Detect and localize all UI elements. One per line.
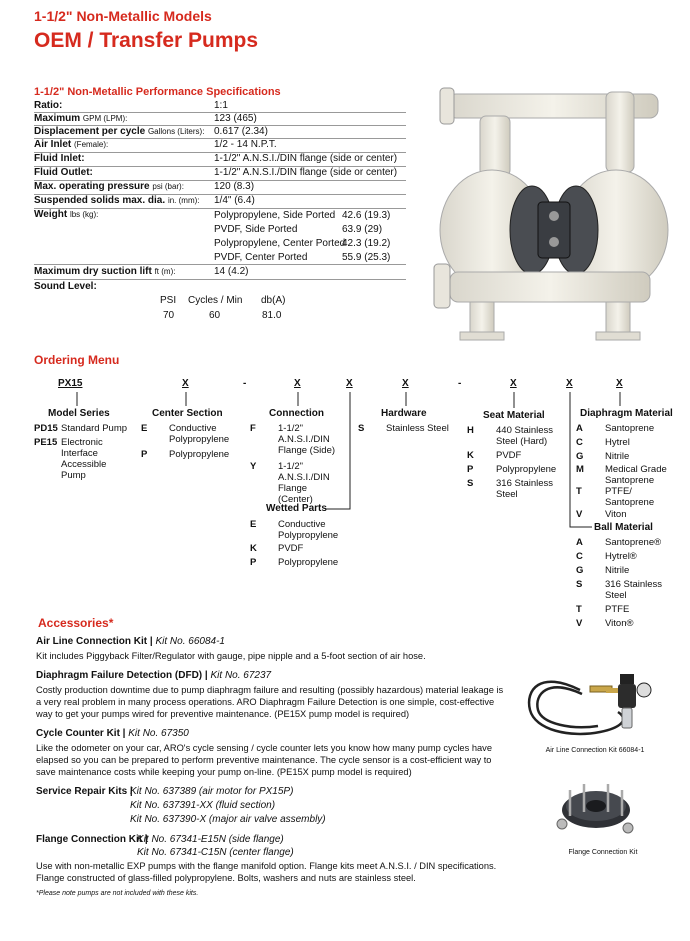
- flange-kit-heading: Flange Connection Kit |: [36, 834, 148, 845]
- diaphragm-text-t: PTFE/ Santoprene: [605, 486, 655, 508]
- model-text-pd15: Standard Pump: [61, 423, 128, 434]
- diaphragm-material-header: Diaphragm Material: [580, 408, 673, 419]
- diaphragm-text-c: Hytrel: [605, 437, 630, 448]
- center-text-e: Conductive Polypropylene: [169, 423, 230, 445]
- ball-code-g: G: [576, 565, 584, 576]
- sound-value-psi: 70: [163, 310, 175, 321]
- ball-text-t: PTFE: [605, 604, 630, 615]
- wetted-text-k: PVDF: [278, 543, 304, 554]
- code-ball: X: [566, 378, 573, 389]
- connection-code-f: F: [250, 423, 256, 434]
- connection-text-y: 1-1/2" A.N.S.I./DIN Flange (Center): [278, 461, 330, 505]
- spec-row-weight: Weight lbs (kg): Polypropylene, Side Ported 42.6 (19.3) PVDF, Side Ported 63.9 (29) Polypropylene, Center Ported 42.3 (19.2) PVDF, Center Ported 55.9 (25.3): [34, 209, 406, 265]
- wetted-code-p: P: [250, 557, 257, 568]
- service-kits-heading: Service Repair Kits |: [36, 786, 133, 797]
- seat-text-s: 316 Stainless Steel: [496, 478, 554, 500]
- cycle-kit-heading: Cycle Counter Kit | Kit No. 67350: [36, 728, 189, 739]
- ball-text-a: Santoprene®: [605, 537, 662, 548]
- spec-row-displacement: Displacement per cycle Gallons (Liters): 0.617 (2.34): [34, 126, 406, 139]
- ball-code-a: A: [576, 537, 583, 548]
- seat-text-h: 440 Stainless Steel (Hard): [496, 425, 554, 447]
- model-text-pe15: Electronic Interface Accessible Pump: [61, 437, 107, 481]
- ball-material-header: Ball Material: [594, 522, 653, 533]
- diaphragm-code-t: T: [576, 486, 582, 497]
- diaphragm-code-a: A: [576, 423, 583, 434]
- dfd-kit-heading: Diaphragm Failure Detection (DFD) | Kit No. 67237: [36, 670, 272, 681]
- air-line-kit-caption: Air Line Connection Kit 66084-1: [545, 747, 645, 754]
- cycle-kit-desc: Like the odometer on your car, ARO's cycle sensing / cycle counter lets you know how many pump cycles have elapsed so you can be prepared to perform preventive maintenance. The cycle sensor is a cost-efficient way to save maintenance costs while keeping your pump on-line. (PE15X pump model is required): [36, 743, 492, 777]
- code-seat: X: [510, 378, 517, 389]
- service-kit-2: Kit No. 637391-XX (fluid section): [130, 800, 276, 811]
- flange-kit-2: Kit No. 67341-C15N (center flange): [137, 847, 294, 858]
- seat-material-header: Seat Material: [483, 410, 545, 421]
- wetted-parts-header: Wetted Parts: [266, 503, 327, 514]
- ball-text-v: Viton®: [605, 618, 634, 629]
- diaphragm-text-v: Viton: [605, 509, 627, 520]
- diaphragm-code-g: G: [576, 451, 584, 462]
- sound-header-psi: PSI: [160, 295, 177, 306]
- center-section-header: Center Section: [152, 408, 223, 419]
- flange-kit-caption: Flange Connection Kit: [568, 849, 638, 856]
- page-subtitle: 1-1/2" Non-Metallic Models: [34, 8, 212, 24]
- center-text-p: Polypropylene: [169, 449, 230, 460]
- service-kit-3: Kit No. 637390-X (major air valve assembly): [130, 814, 326, 825]
- seat-code-p: P: [467, 464, 474, 475]
- hardware-code-s: S: [358, 423, 365, 434]
- diaphragm-text-a: Santoprene: [605, 423, 655, 434]
- sound-header-cycles: Cycles / Min: [188, 295, 243, 306]
- flange-kit-1: Kit No. 67341-E15N (side flange): [137, 834, 284, 845]
- specs-title: 1-1/2" Non-Metallic Performance Specifications: [34, 86, 281, 98]
- ordering-title: Ordering Menu: [34, 353, 120, 367]
- dfd-kit-desc: Costly production downtime due to pump diaphragm failure and resulting (possibly hazardous) material leakage is a very real problem in many process operations. ARO Diaphragm Failure Detection is one simple, cost-effective way to get your pumps wired for preventive maintenance. (PE15X pump model is required): [36, 685, 504, 719]
- model-code-pd15: PD15: [34, 423, 58, 434]
- center-code-p: P: [141, 449, 148, 460]
- ball-code-t: T: [576, 604, 582, 615]
- sound-level-label: Sound Level:: [34, 281, 97, 292]
- seat-code-h: H: [467, 425, 474, 436]
- code-wetted: X: [346, 378, 353, 389]
- ball-text-c: Hytrel®: [605, 551, 637, 562]
- diaphragm-code-m: M: [576, 464, 584, 475]
- ball-code-v: V: [576, 618, 583, 629]
- hardware-text-s: Stainless Steel: [386, 423, 449, 434]
- diaphragm-text-m: Medical Grade Santoprene: [605, 464, 667, 486]
- air-line-kit-heading: Air Line Connection Kit | Kit No. 66084-1: [36, 636, 225, 647]
- connection-code-y: Y: [250, 461, 257, 472]
- code-connection: X: [294, 378, 301, 389]
- diaphragm-code-v: V: [576, 509, 583, 520]
- spec-row-max-pressure: Max. operating pressure psi (bar): 120 (8.3): [34, 181, 406, 195]
- code-diaphragm: X: [616, 378, 623, 389]
- seat-code-s: S: [467, 478, 474, 489]
- spec-row-ratio: Ratio: 1:1: [34, 100, 406, 113]
- code-dash-2: -: [458, 378, 462, 389]
- wetted-text-p: Polypropylene: [278, 557, 339, 568]
- seat-text-k: PVDF: [496, 450, 522, 461]
- spec-row-fluid-inlet: Fluid Inlet: 1-1/2" A.N.S.I./DIN flange (side or center): [34, 153, 406, 167]
- code-center-section: X: [182, 378, 189, 389]
- model-code-pe15: PE15: [34, 437, 58, 448]
- accessories-note: *Please note pumps are not included with these kits.: [36, 890, 199, 897]
- diaphragm-code-c: C: [576, 437, 583, 448]
- model-series-header: Model Series: [48, 408, 110, 419]
- connection-text-f: 1-1/2" A.N.S.I./DIN Flange (Side): [278, 423, 336, 456]
- sound-header-dba: db(A): [261, 295, 286, 306]
- sound-value-cycles: 60: [209, 310, 221, 321]
- service-kit-1: Kit No. 637389 (air motor for PX15P): [130, 786, 294, 797]
- spec-row-maximum: Maximum GPM (LPM): 123 (465): [34, 113, 406, 126]
- code-dash-1: -: [243, 378, 247, 389]
- connection-header: Connection: [269, 408, 324, 419]
- code-px15: PX15: [58, 378, 83, 389]
- spec-row-air-inlet: Air Inlet (Female): 1/2 - 14 N.P.T.: [34, 139, 406, 153]
- ball-code-s: S: [576, 579, 583, 590]
- hardware-header: Hardware: [381, 408, 427, 419]
- center-code-e: E: [141, 423, 148, 434]
- diaphragm-text-g: Nitrile: [605, 451, 630, 462]
- ball-text-g: Nitrile: [605, 565, 630, 576]
- wetted-code-e: E: [250, 519, 257, 530]
- ball-code-c: C: [576, 551, 583, 562]
- accessories-title: Accessories*: [38, 616, 114, 630]
- flange-kit-image: [548, 772, 648, 844]
- seat-code-k: K: [467, 450, 474, 461]
- air-line-kit-desc: Kit includes Piggyback Filter/Regulator with gauge, pipe nipple and a 5-foot section of air hose.: [36, 651, 426, 661]
- ball-text-s: 316 Stainless Steel: [605, 579, 663, 601]
- code-hardware: X: [402, 378, 409, 389]
- seat-text-p: Polypropylene: [496, 464, 557, 475]
- spec-row-suction-lift: Maximum dry suction lift ft (m): 14 (4.2): [34, 266, 406, 280]
- spec-row-fluid-outlet: Fluid Outlet: 1-1/2" A.N.S.I./DIN flange (side or center): [34, 167, 406, 181]
- flange-kit-desc: Use with non-metallic EXP pumps with the flange manifold option. Flange kits meet A.N.S.I. / DIN specifications. Flange constructed of glass-filled polypropylene. Bolts, washers and nuts are stainless steel.: [36, 861, 497, 883]
- spec-row-suspended-solids: Suspended solids max. dia. in. (mm): 1/4" (6.4): [34, 195, 406, 209]
- air-line-kit-image: [520, 660, 670, 748]
- sound-value-dba: 81.0: [262, 310, 282, 321]
- page-title: OEM / Transfer Pumps: [34, 29, 259, 52]
- wetted-code-k: K: [250, 543, 257, 554]
- wetted-text-e: Conductive Polypropylene: [278, 519, 339, 541]
